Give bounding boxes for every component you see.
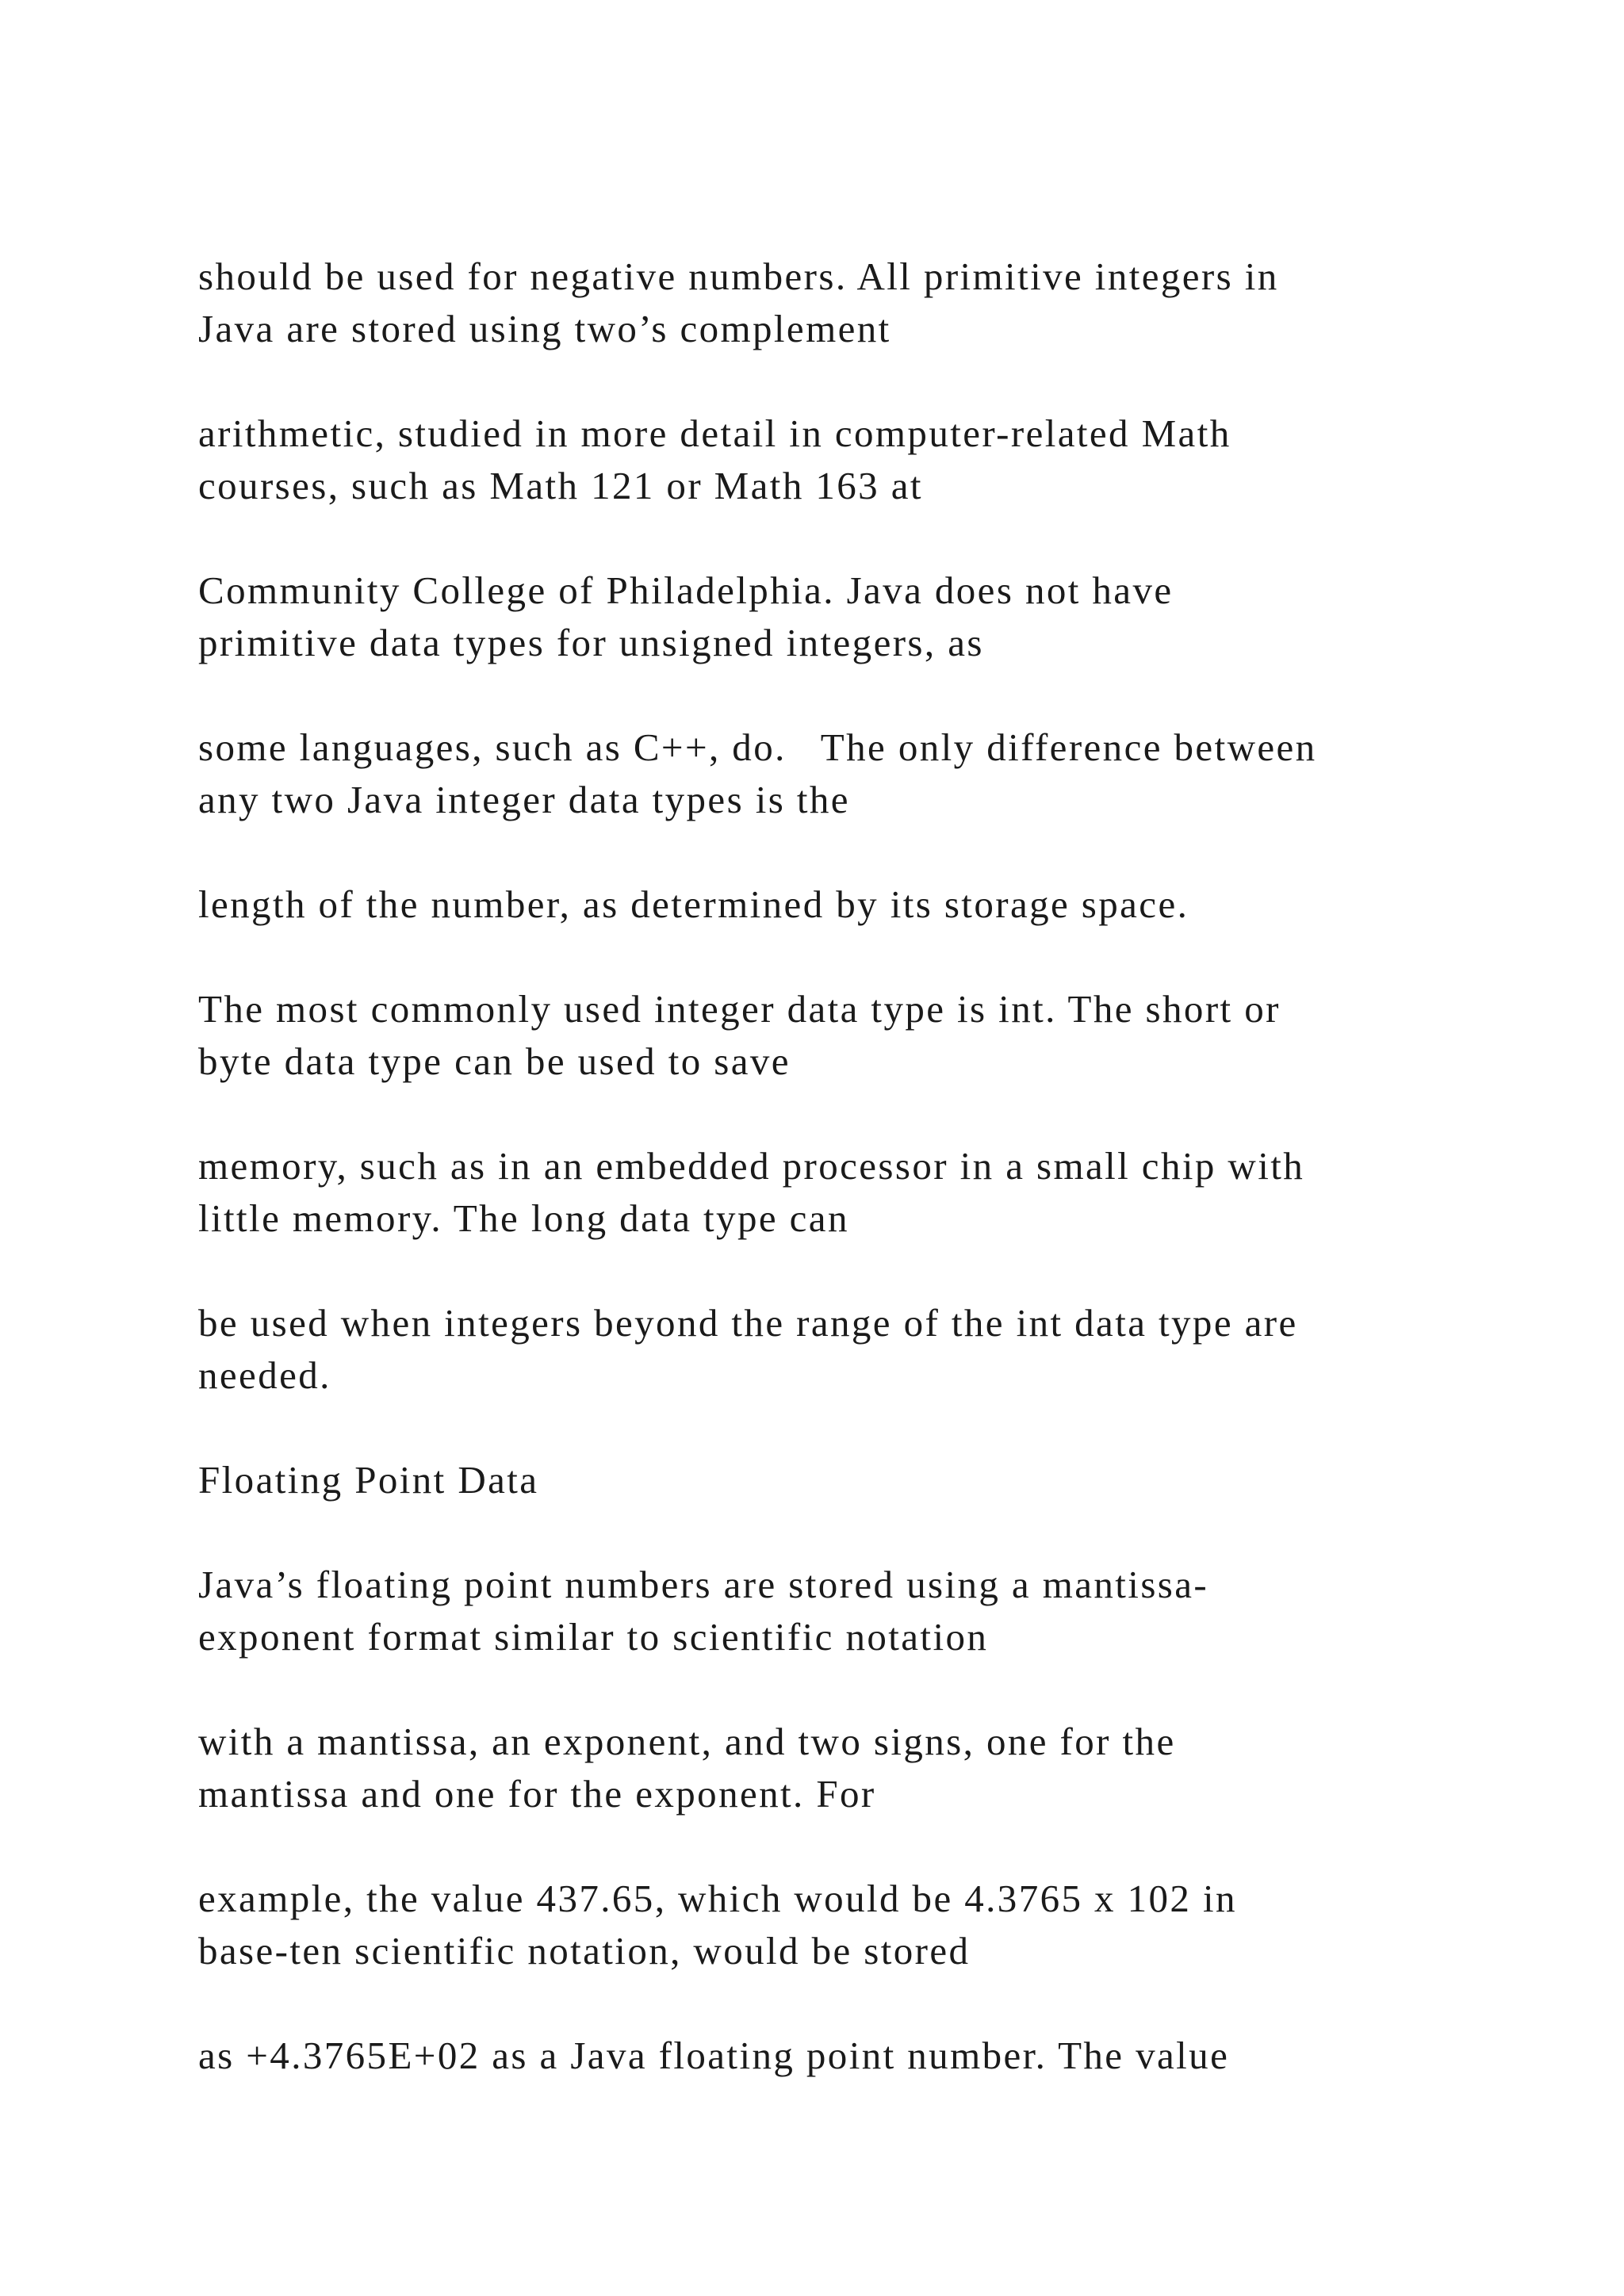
text-line: as +4.3765E+02 as a Java floating point number. The value <box>198 2034 1230 2077</box>
text-line: Floating Point Data <box>198 1458 539 1502</box>
text-line: arithmetic, studied in more detail in computer-related Math <box>198 411 1231 455</box>
paragraph <box>198 1873 1467 1977</box>
paragraph <box>198 983 1467 1088</box>
paragraph <box>198 1559 1467 1663</box>
text-line: some languages, such as C++, do. The only difference between <box>198 725 1317 769</box>
text-line: example, the value 437.65, which would be 4.3765 x 102 in <box>198 1877 1237 1920</box>
text-line: The most commonly used integer data type is int. The short or <box>198 987 1281 1031</box>
text-line: primitive data types for unsigned integers, as <box>198 621 984 664</box>
paragraph <box>198 408 1467 512</box>
body-text <box>198 251 1467 2134</box>
paragraph <box>198 564 1467 669</box>
paragraph <box>198 878 1467 931</box>
paragraph <box>198 1297 1467 1402</box>
paragraph <box>198 2030 1467 2082</box>
text-line: any two Java integer data types is the <box>198 778 850 821</box>
text-line: mantissa and one for the exponent. For <box>198 1772 876 1816</box>
text-line: memory, such as in an embedded processor in a small chip with <box>198 1144 1305 1188</box>
text-line: exponent format similar to scientific notation <box>198 1615 989 1659</box>
text-line: courses, such as Math 121 or Math 163 at <box>198 464 923 507</box>
text-line: be used when integers beyond the range of the int data type are <box>198 1301 1298 1345</box>
text-line: with a mantissa, an exponent, and two signs, one for the <box>198 1720 1176 1763</box>
text-line: needed. <box>198 1353 331 1397</box>
text-line: should be used for negative numbers. All primitive integers in <box>198 254 1279 298</box>
paragraph <box>198 721 1467 826</box>
text-line: base-ten scientific notation, would be stored <box>198 1929 971 1973</box>
text-line: Java are stored using two’s complement <box>198 307 891 350</box>
text-line: little memory. The long data type can <box>198 1196 849 1240</box>
text-line: byte data type can be used to save <box>198 1039 791 1083</box>
paragraph <box>198 251 1467 355</box>
paragraph <box>198 1140 1467 1245</box>
text-line: Community College of Philadelphia. Java does not have <box>198 568 1174 612</box>
section-heading <box>198 1454 1467 1506</box>
text-line: length of the number, as determined by its storage space. <box>198 882 1189 926</box>
text-line: Java’s floating point numbers are stored using a mantissa- <box>198 1563 1209 1606</box>
paragraph <box>198 1716 1467 1820</box>
